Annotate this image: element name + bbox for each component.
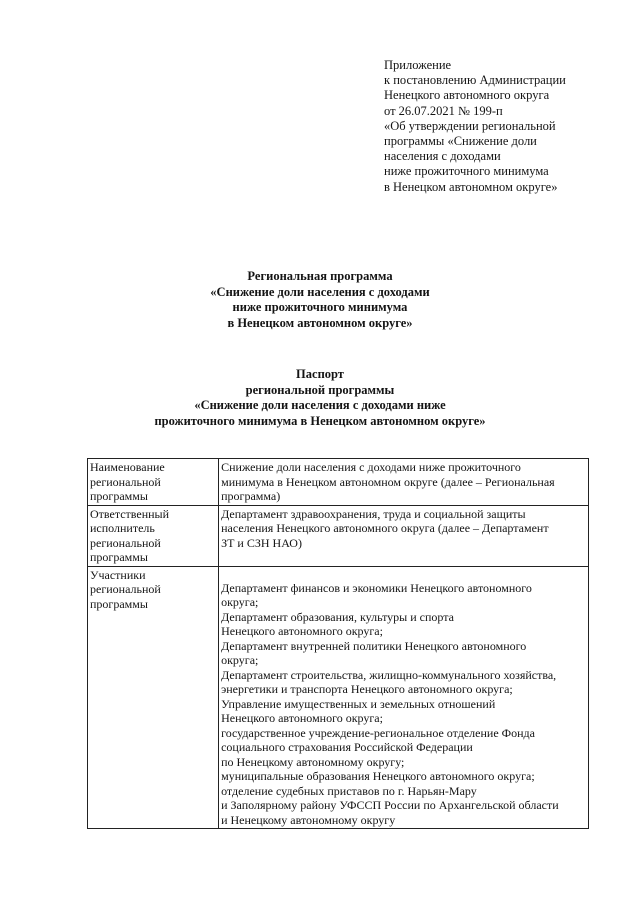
annex-line: населения с доходами: [384, 149, 501, 164]
annex-line: «Об утверждении региональной: [384, 118, 556, 133]
passport-title: [0, 367, 640, 429]
row-value-participants: [219, 566, 589, 829]
table-row: [88, 566, 589, 829]
cell-line: программы: [90, 596, 148, 611]
table-row: [88, 459, 589, 506]
passport-title-line: прожиточного минимума в Ненецком автономном округе»: [154, 413, 486, 428]
passport-table: [87, 458, 589, 829]
cell-line: Участники: [90, 567, 146, 582]
cell-line: и Ненецкому автономному округу: [221, 812, 396, 827]
passport-title-line: Паспорт: [296, 367, 344, 381]
passport-title-line: «Снижение доли населения с доходами ниже: [194, 398, 446, 412]
annex-line: в Ненецком автономном округе»: [384, 179, 558, 194]
cell-line: Ненецкого автономного округа;: [221, 711, 383, 725]
cell-line: Ненецкого автономного округа;: [221, 624, 383, 638]
annex-header: [384, 58, 624, 195]
row-label-participants: [88, 566, 219, 829]
cell-line: Ответственный: [90, 506, 170, 521]
cell-line: Департамент финансов и экономики Ненецкого автономного: [221, 580, 532, 595]
cell-line: социального страхования Российской Федерации: [221, 740, 473, 754]
program-title-line: ниже прожиточного минимума: [232, 300, 408, 314]
annex-line: Ненецкого автономного округа: [384, 88, 550, 103]
cell-line: Снижение доли населения с доходами ниже прожиточного: [221, 460, 521, 474]
row-label-responsible: [88, 505, 219, 566]
row-value-responsible: [219, 505, 589, 566]
passport-title-line: региональной программы: [245, 382, 395, 397]
annex-line: программы «Снижение доли: [384, 134, 537, 149]
cell-line: и Заполярному району УФССП России по Архангельской области: [221, 798, 559, 812]
cell-line: программы: [90, 550, 148, 564]
annex-line: ниже прожиточного минимума: [384, 164, 549, 179]
cell-line: муниципальные образования Ненецкого автономного округа;: [221, 769, 535, 783]
annex-line: от 26.07.2021 № 199-п: [384, 103, 503, 118]
cell-line: Департамент внутренней политики Ненецкого автономного: [221, 638, 527, 653]
cell-line: по Ненецкому автономному округу;: [221, 754, 405, 769]
cell-line: Департамент здравоохранения, труда и социальной защиты: [221, 506, 526, 521]
cell-line: ЗТ и СЗН НАО): [221, 535, 302, 550]
table-row: [88, 505, 589, 566]
cell-line: программа): [221, 489, 281, 503]
row-label-program-name: [88, 459, 219, 506]
annex-line: к постановлению Администрации: [384, 73, 566, 88]
program-title: [0, 269, 640, 331]
cell-line: энергетики и транспорта Ненецкого автономного округа;: [221, 682, 513, 696]
program-title-line: Региональная программа: [247, 269, 393, 283]
cell-line: отделение судебных приставов по г. Нарьян-Мару: [221, 783, 477, 798]
cell-line: Управление имущественных и земельных отношений: [221, 696, 496, 711]
cell-line: исполнитель: [90, 521, 155, 535]
cell-line: государственное учреждение-региональное отделение Фонда: [221, 725, 535, 740]
cell-line: региональной: [90, 474, 161, 489]
cell-line: минимума в Ненецком автономном округе (далее – Региональная: [221, 474, 555, 489]
cell-line: Департамент строительства, жилищно-коммунального хозяйства,: [221, 667, 557, 682]
cell-line: региональной: [90, 582, 161, 596]
cell-line: округа;: [221, 595, 259, 609]
annex-line: Приложение: [384, 58, 452, 72]
program-title-line: «Снижение доли населения с доходами: [210, 284, 430, 299]
row-value-program-name: [219, 459, 589, 506]
cell-line: округа;: [221, 653, 259, 667]
cell-line: населения Ненецкого автономного округа (далее – Департамент: [221, 521, 549, 535]
cell-line: Наименование: [90, 460, 165, 474]
cell-line: программы: [90, 489, 148, 503]
program-title-line: в Ненецком автономном округе»: [227, 315, 413, 330]
cell-line: региональной: [90, 535, 161, 550]
cell-line: Департамент образования, культуры и спорта: [221, 609, 454, 624]
